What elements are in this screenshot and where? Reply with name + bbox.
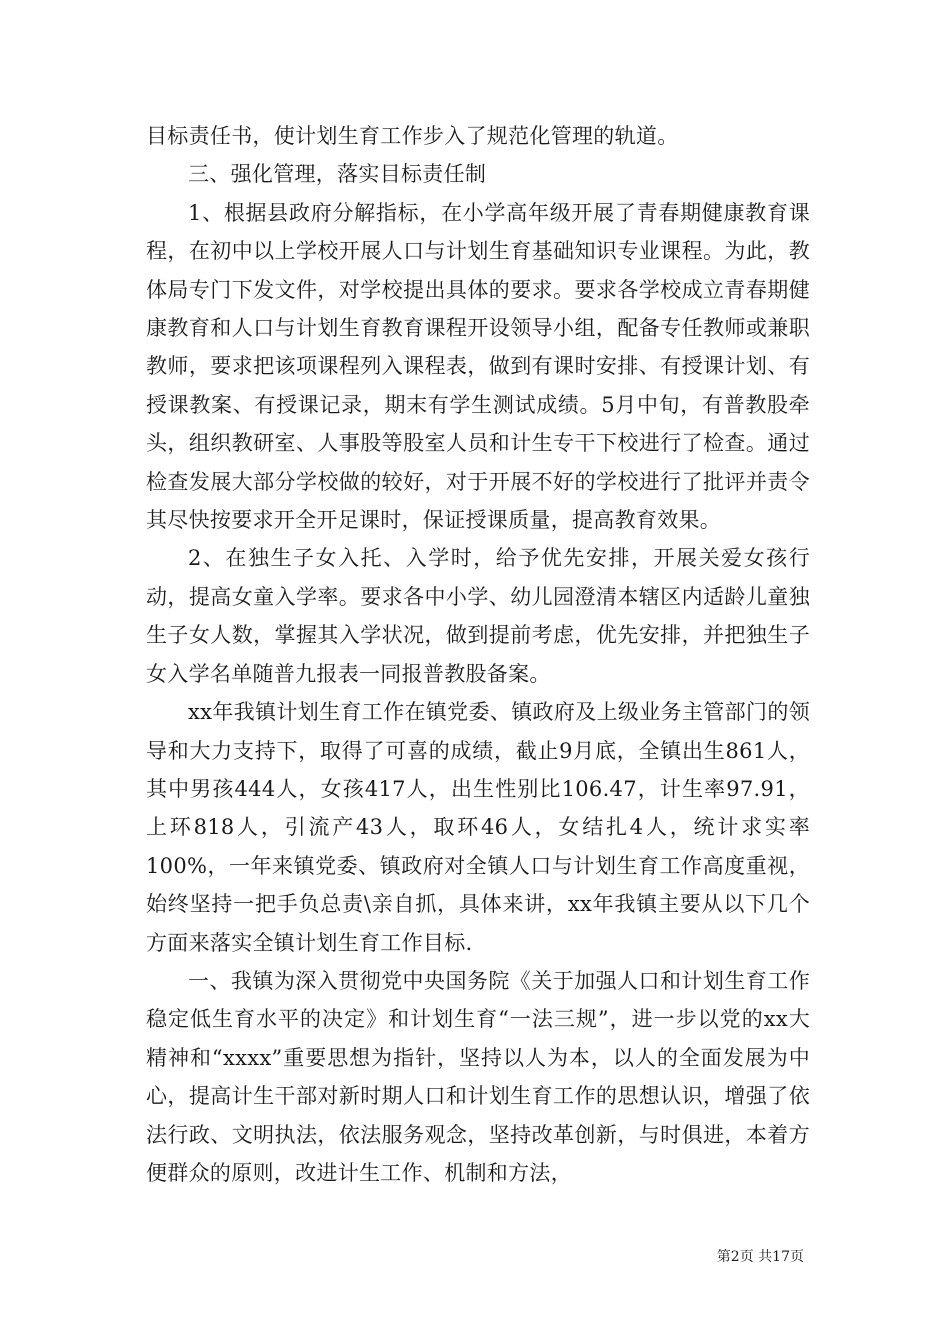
paragraph-item-2: 2、在独生子女入托、入学时，给予优先安排，开展关爱女孩行动，提高女童入学率。要求各中小学、幼儿园澄清本辖区内适龄儿童独生子女人数，掌握其入学状况，做到提前考虑，优先安排，并把独生子女入学名单随普九报表一同报普教股备案。 <box>146 546 810 686</box>
paragraph-continuation: 目标责任书，使计划生育工作步入了规范化管理的轨道。 <box>146 124 679 148</box>
paragraph-item-1: 1、根据县政府分解指标，在小学高年级开展了青春期健康教育课程，在初中以上学校开展人口与计划生育基础知识专业课程。为此，教体局专门下发文件，对学校提出具体的要求。要求各学校成立青春期健康教育和人口与计划生育教育课程开设领导小组，配备专任教师或兼职教师，要求把该项课程列入课程表，做到有课时安排、有授课计划、有授课教案、有授课记录，期末有学生测试成绩。5月中旬，有普教股牵头，组织教研室、人事股等股室人员和计生专干下校进行了检查。通过检查发展大部分学校做的较好，对于开展不好的学校进行了批评并责令其尽快按要求开全开足课时，保证授课质量，提高教育效果。 <box>146 200 810 533</box>
footer-mid: 页 共 <box>739 1249 773 1265</box>
footer-suffix: 页 <box>790 1249 804 1265</box>
paragraph-summary: xx年我镇计划生育工作在镇党委、镇政府及上级业务主管部门的领导和大力支持下，取得了可喜的成绩，截止9月底，全镇出生861人，其中男孩444人，女孩417人，出生性别比106.47，计生率97.91，上环818人，引流产43人，取环46人，女结扎4人，统计求实率100%，一年来镇党委、镇政府对全镇人口与计划生育工作高度重视，始终坚持一把手负总责\亲自抓，具体来讲，xx年我镇主要从以下几个方面来落实全镇计划生育工作目标. <box>146 700 810 955</box>
paragraph-section-one: 一、我镇为深入贯彻党中央国务院《关于加强人口和计划生育工作稳定低生育水平的决定》和计划生育“一法三规”，进一步以党的xx大精神和“xxxx”重要思想为指针，坚持以人为本，以人的全面发展为中心，提高计生干部对新时期人口和计划生育工作的思想认识，增强了依法行政、文明执法，依法服务观念，坚持改革创新，与时俱进，本着方便群众的原则，改进计生工作、机制和方法， <box>146 968 810 1185</box>
footer-total-pages: 17 <box>772 1249 790 1265</box>
document-body <box>146 117 810 1192</box>
footer-current-page: 2 <box>730 1249 740 1265</box>
page-footer <box>717 1246 804 1266</box>
footer-prefix: 第 <box>716 1249 731 1265</box>
section-heading: 三、强化管理，落实目标责任制 <box>188 162 487 187</box>
